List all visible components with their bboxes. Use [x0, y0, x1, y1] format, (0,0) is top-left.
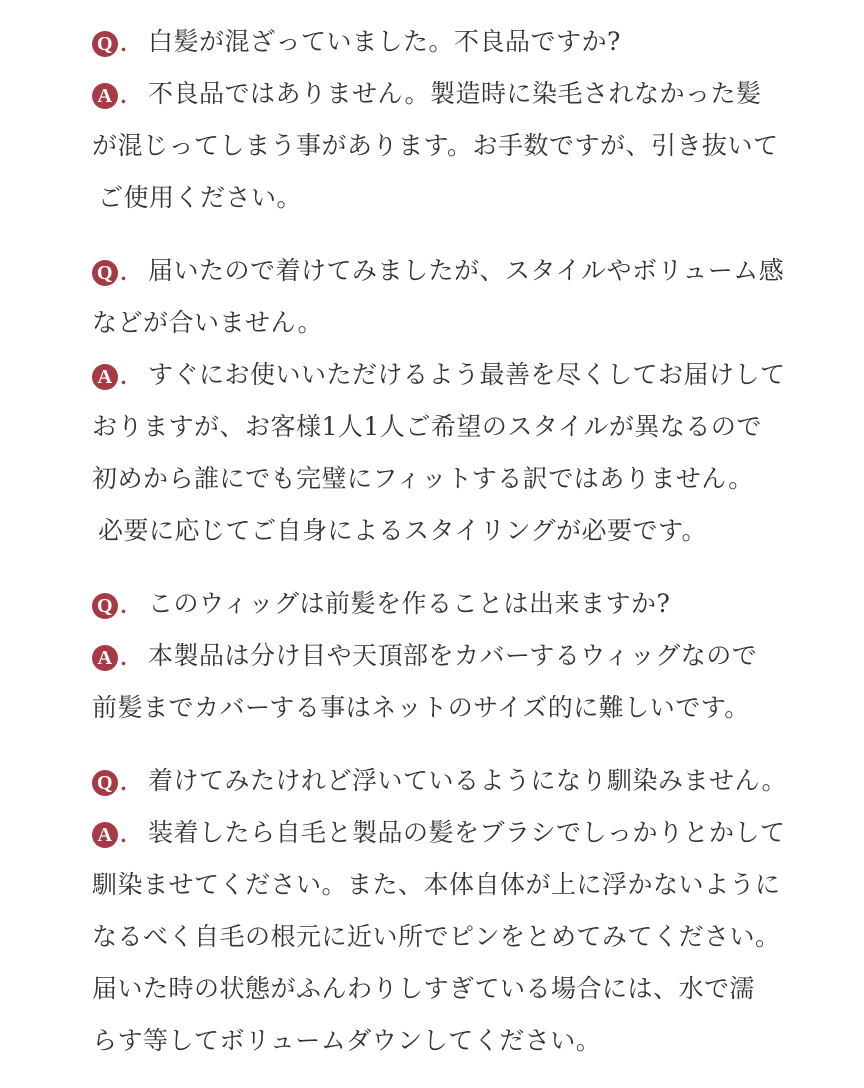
- text: 本製品は分け目や天頂部をカバーするウィッグなので: [148, 641, 758, 670]
- badge-letter: Q: [92, 593, 118, 619]
- answer-line: [92, 453, 792, 505]
- text: 不良品ではありません。製造時に染毛されなかった髪: [148, 79, 762, 108]
- badge-letter: Q: [92, 260, 118, 286]
- badge-letter: A: [92, 645, 118, 671]
- text: おりますが、お客様1人1人ご希望のスタイルが異なるので: [92, 412, 762, 441]
- badge-dot: .: [120, 32, 128, 56]
- question-line: [92, 755, 792, 807]
- text: 着けてみたけれど浮いているようになり馴染みません。: [148, 766, 788, 795]
- text: 初めから誰にでも完璧にフィットする訳ではありません。: [92, 464, 754, 493]
- question-badge-icon: [92, 757, 148, 809]
- text: 装着したら自毛と製品の髪をブラシでしっかりとかして: [148, 818, 786, 847]
- badge-letter: A: [92, 83, 118, 109]
- badge-dot: .: [120, 365, 128, 389]
- text: なるべく自毛の根元に近い所でピンをとめてみてください。: [92, 922, 781, 951]
- badge-dot: .: [120, 823, 128, 847]
- answer-line: [92, 505, 792, 557]
- faq-item: [92, 755, 792, 1067]
- text: このウィッグは前髪を作ることは出来ますか?: [148, 589, 671, 618]
- answer-line: [92, 120, 792, 172]
- text: らす等してボリュームダウンしてください。: [92, 1026, 602, 1055]
- badge-letter: A: [92, 364, 118, 390]
- answer-line: [92, 911, 792, 963]
- faq-item: [92, 16, 792, 224]
- answer-line: [92, 807, 792, 859]
- answer-badge-icon: [92, 70, 148, 122]
- text: などが合いません。: [92, 308, 324, 337]
- answer-badge-icon: [92, 351, 148, 403]
- question-line: [92, 297, 792, 349]
- question-badge-icon: [92, 580, 148, 632]
- question-line: [92, 578, 792, 630]
- badge-dot: .: [120, 84, 128, 108]
- answer-line: [92, 1015, 792, 1067]
- text: が混じってしまう事があります。お手数ですが、引き抜いて: [92, 131, 779, 160]
- text: 届いた時の状態がふんわりしすぎている場合には、水で濡: [92, 974, 756, 1003]
- badge-letter: A: [92, 822, 118, 848]
- answer-line: [92, 682, 792, 734]
- text: 白髪が混ざっていました。不良品ですか?: [148, 27, 621, 56]
- answer-badge-icon: [92, 809, 148, 861]
- answer-line: [92, 172, 792, 224]
- badge-dot: .: [120, 261, 128, 285]
- text: 前髪までカバーする事はネットのサイズ的に難しいです。: [92, 693, 750, 722]
- badge-letter: Q: [92, 770, 118, 796]
- badge-letter: Q: [92, 31, 118, 57]
- answer-line: [92, 630, 792, 682]
- text: ご使用ください。: [98, 183, 303, 212]
- badge-dot: .: [120, 646, 128, 670]
- faq-item: [92, 245, 792, 557]
- question-badge-icon: [92, 18, 148, 70]
- answer-line: [92, 963, 792, 1015]
- faq-item: [92, 578, 792, 734]
- text: 馴染ませてください。また、本体自体が上に浮かないように: [92, 870, 781, 899]
- answer-badge-icon: [92, 632, 148, 684]
- answer-line: [92, 349, 792, 401]
- answer-line: [92, 859, 792, 911]
- badge-dot: .: [120, 771, 128, 795]
- text: 必要に応じてご自身によるスタイリングが必要です。: [98, 516, 708, 545]
- text: 届いたので着けてみましたが、スタイルやボリューム感: [148, 256, 785, 285]
- faq-list: [92, 16, 792, 1088]
- answer-line: [92, 68, 792, 120]
- question-line: [92, 16, 792, 68]
- badge-dot: .: [120, 594, 128, 618]
- question-line: [92, 245, 792, 297]
- text: すぐにお使いいただけるよう最善を尽くしてお届けして: [148, 360, 786, 389]
- answer-line: [92, 401, 792, 453]
- question-badge-icon: [92, 247, 148, 299]
